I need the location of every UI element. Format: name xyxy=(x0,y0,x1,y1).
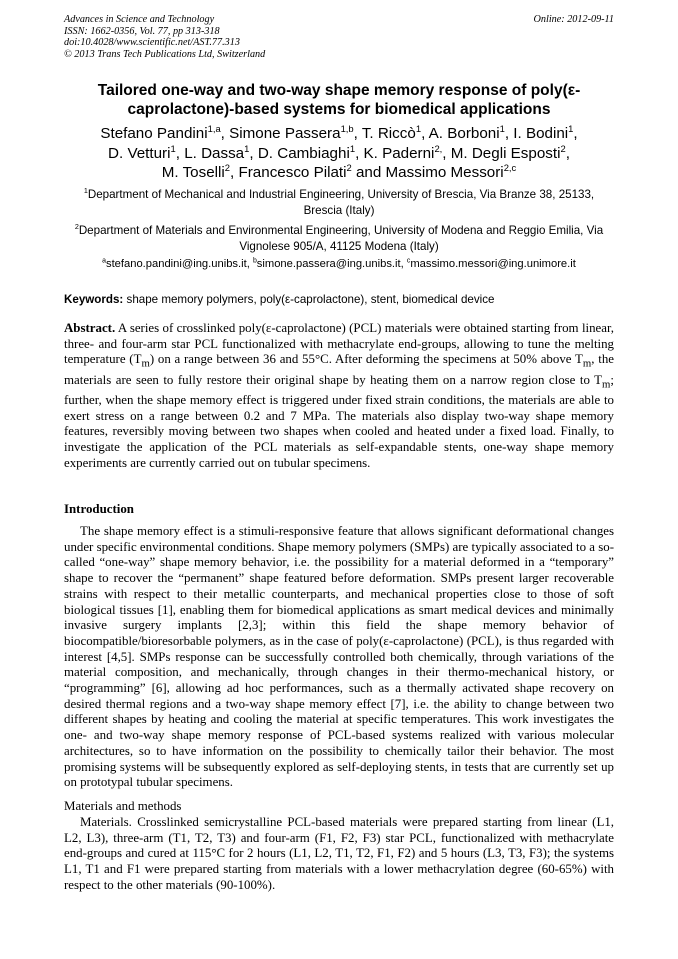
author-sup: 1,b xyxy=(340,122,354,134)
author-name: Simone Passera xyxy=(229,125,341,142)
email-address: stefano.pandini@ing.unibs.it xyxy=(105,258,247,270)
author: D. Cambiaghi$^1$, xyxy=(257,142,364,162)
author: D. Vetturi$^1$, xyxy=(108,142,185,162)
author-list xyxy=(70,124,608,183)
author: A. Borboni$^1$, xyxy=(428,122,514,142)
email-sup: a xyxy=(102,257,106,265)
paper-title: Tailored one-way and two-way shape memory response of poly(ε-caprolactone)-based systems for biomedical applications xyxy=(97,82,581,118)
author-name: Stefano Pandini xyxy=(100,125,208,142)
author: M. Toselli$^2$, xyxy=(161,162,239,182)
author-sup: 2,c xyxy=(503,162,517,174)
author: Stefano Pandini$^{1,a}$, xyxy=(100,122,230,142)
author-name: D. Cambiaghi xyxy=(257,144,350,162)
email-sup: b xyxy=(252,257,257,265)
email-address: massimo.messori@ing.unimore.it xyxy=(410,258,576,270)
journal-header xyxy=(64,14,265,60)
abstract: Abstract. A series of crosslinked poly(ε-caprolactone) (PCL) materials were obtained starting from linear, three- and four-arm star PCL functionalized with methacrylate end-groups, allowing to tune the melting temperature $(T_m)$ on a range between 36 and 55°C. After deforming the specimens at 50% above $T_m$, the materials are seen to fully restore their original shape by heating them on a narrow region close to $T_m$; further, when the shape memory effect is triggered under fixed strain conditions, the materials are able to exert stress on a range between 0.2 and 7 MPa. The materials also display two-way shape memory features, reversibly moving between two shapes when cooled and heated under a fixed load. Finally, to investigate the application of the PCL materials as self-expandable stents, one-way shape memory experiments are currently carried out on tubular specimens. xyxy=(64,321,614,470)
author-sup: 1,a xyxy=(207,122,221,134)
affiliation-sup: 1 xyxy=(83,186,88,196)
author-name: L. Dassa xyxy=(184,144,245,162)
methods-heading: Materials and methods xyxy=(64,799,182,813)
abstract-label: Abstract. xyxy=(64,321,116,335)
affiliation-2 xyxy=(70,223,608,255)
introduction-paragraph: The shape memory effect is a stimuli-responsive feature that allows significant deformational changes under specific environmental conditions. Shape memory polymers (SMPs) are typically associated to a so-called “one-way” shape memory behavior, i.e. the possibility for a material deformed in a “temporary” shape to recover the “permanent” shape featured before deformation. SMPs present larger recoverable strains with respect to their metallic counterparts, and mechanical properties close to those of soft biological tissues [1], enabling them for biomedical applications as smart medical devices and minimally invasive surgery implants [2,3]; within this field the shape memory behavior of biocompatible/bioresorbable polymers, as in the case of poly(ε-caprolactone) (PCL), is thus regarded with interest [4,5]. SMPs response can be successfully controlled both chemically, through variations of the material composition, and mechanically, through changes in their thermo-mechanical history, or “programming” [6], allowing ad hoc performances, such as a thermally activated shape recovery on desired thermal regions and a two-way shape memory effect [7], i.e. the ability to change between two different shapes by heating and cooling the material at specific temperatures. This work investigates the one- and two-way shape memory response of PCL-based systems realized with various molecular architectures, so to have information on the possibility to chemically tailor their behavior. The most promising systems will be subsequently explored as self-deploying stents, in tests that are currently set up on prototypal tubular specimens. xyxy=(64,524,614,790)
author-name: D. Vetturi xyxy=(108,144,171,162)
journal-name: Advances in Science and Technology xyxy=(64,14,215,25)
author-name: M. Degli Esposti xyxy=(450,144,561,162)
keywords-label: Keywords: xyxy=(64,293,124,306)
author-name: A. Borboni xyxy=(428,125,500,142)
author-sup: 1 xyxy=(415,122,422,134)
author-name: M. Toselli xyxy=(161,164,225,182)
author-sup: 1 xyxy=(349,142,356,154)
email-list: $^a$stefano.pandini@ing.unibs.it, $^b$simone.passera@ing.unibs.it, $^c$massimo.messori@ing.unimore.it xyxy=(102,257,576,270)
author-sup: 2 xyxy=(560,142,566,154)
author: M. Degli Esposti$^2$, xyxy=(450,142,570,162)
author-sup: 1 xyxy=(244,142,250,154)
affiliation-1 xyxy=(70,187,608,219)
methods-paragraph: Materials. Crosslinked semicrystalline PCL-based materials were prepared starting from linear (L1, L2, L3), three-arm (T1, T2, T3) and four-arm (F1, F2, F3) star PCL, functionalized with methacrylate end-groups and cured at 115°C for 2 hours (L1, L2, T1, T2, F1, F2) and 5 hours (L3, T3, F3); the systems L1, T1 and F1 were prepared starting from materials with a lower methacrylation degree (60-65%) with respect to the other materials (90-100%). xyxy=(64,815,614,892)
author: Simone Passera$^{1,b}$, xyxy=(229,122,362,142)
author-name: K. Paderni xyxy=(363,144,435,162)
author-sup: 1 xyxy=(568,122,574,134)
email-sup: c xyxy=(406,257,411,265)
author-sup: 1 xyxy=(499,122,505,134)
online-date: Online: 2012-09-11 xyxy=(533,14,614,25)
author: T. Riccò$^1$, xyxy=(361,122,429,142)
author-sup: 2, xyxy=(434,142,443,154)
journal-copyright: © 2013 Trans Tech Publications Ltd, Switzerland xyxy=(64,48,266,60)
introduction-heading: Introduction xyxy=(64,502,134,516)
author xyxy=(386,164,517,181)
journal-doi: doi:10.4028/www.scientific.net/AST.77.313 xyxy=(64,37,240,49)
author-name: I. Bodini xyxy=(513,125,569,142)
email-address: simone.passera@ing.unibs.it xyxy=(256,258,401,270)
author: K. Paderni$^{2,}$, xyxy=(363,142,451,162)
keywords-text: shape memory polymers, poly(ε-caprolactone), stent, biomedical device xyxy=(126,293,495,306)
keywords xyxy=(64,293,494,306)
journal-issn: ISSN: 1662-0356, Vol. 77, pp 313-318 xyxy=(64,25,220,37)
author-name: Massimo Messori xyxy=(385,164,504,182)
author: L. Dassa$^1$, xyxy=(184,142,258,162)
author-name: T. Riccò xyxy=(361,125,416,142)
author-sup: 2 xyxy=(346,162,352,174)
author-sup: 1 xyxy=(170,142,176,154)
affiliation-text: Department of Materials and Environmental Engineering, University of Modena and Reggio Emilia, Via Vignolese 905/A, 41125 Modena (Italy) xyxy=(78,224,604,253)
affiliation-sup: 2 xyxy=(74,222,79,232)
author-name: Francesco Pilati xyxy=(238,164,347,182)
affiliation-text: Department of Mechanical and Industrial Engineering, University of Brescia, Via Branze 38, 25133, Brescia (Italy) xyxy=(87,188,595,217)
author: Francesco Pilati$^2$ and xyxy=(238,162,386,182)
author: I. Bodini$^1$, xyxy=(513,122,578,142)
author-sup: 2 xyxy=(224,162,231,174)
